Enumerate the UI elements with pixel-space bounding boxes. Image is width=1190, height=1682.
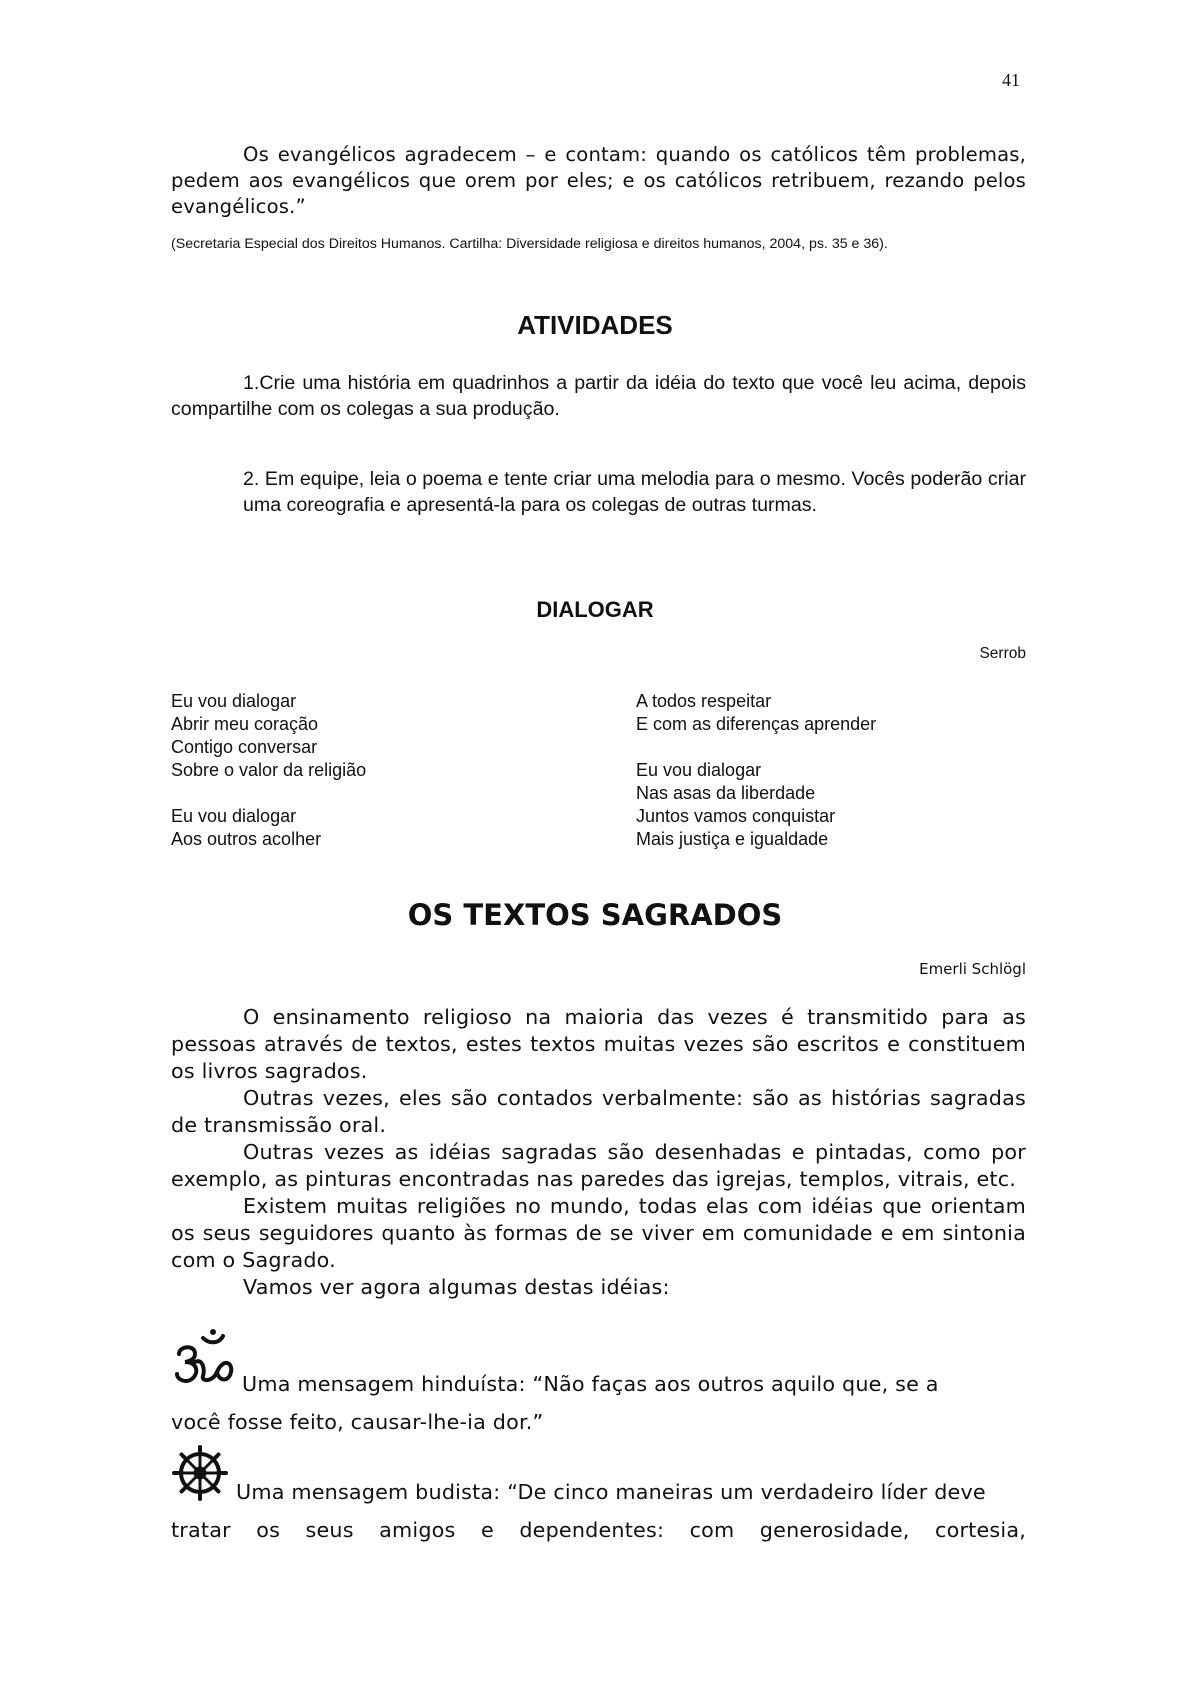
poem-line: Abrir meu coração — [171, 714, 319, 734]
poem-line: Juntos vamos conquistar — [636, 806, 836, 826]
activity-2-text: 2. Em equipe, leia o poema e tente criar uma melodia para o mesmo. Vocês poderão criar uma coreografia e apresentá-la para os colegas de outras turmas. — [243, 468, 1026, 516]
body-paragraph: Outras vezes as idéias sagradas são desenhadas e pintadas, como por exemplo, as pinturas encontradas nas paredes das igrejas, templos, vitrais, etc. — [171, 1140, 1026, 1191]
body-paragraph: O ensinamento religioso na maioria das vezes é transmitido para as pessoas através de textos, estes textos muitas vezes são escritos e constituem os livros sagrados. — [171, 1005, 1026, 1083]
om-icon — [173, 1328, 235, 1388]
poem-stanza — [171, 805, 601, 851]
poem-stanza — [171, 690, 601, 782]
intro-paragraph — [171, 142, 1026, 220]
poem-line: Sobre o valor da religião — [171, 760, 367, 780]
sacred-texts-heading: OS TEXTOS SAGRADOS — [407, 898, 783, 932]
poem-line: A todos respeitar — [636, 691, 772, 711]
body-paragraph: Existem muitas religiões no mundo, todas elas com idéias que orientam os seus seguidores quanto às formas de se viver em comunidade e em sintonia com o Sagrado. — [171, 1194, 1026, 1272]
sacred-texts-author: Emerli Schlögl — [919, 960, 1026, 978]
poem-author: Serrob — [979, 645, 1026, 662]
intro-text: Os evangélicos agradecem – e contam: quando os católicos têm problemas, pedem aos evangélicos que orem por eles; e os católicos retribuem, rezando pelos evangélicos.” — [171, 143, 1026, 218]
buddhist-message-line-2: tratar os seus amigos e dependentes: com generosidade, cortesia, — [171, 1518, 1026, 1542]
activity-1-text: 1.Crie uma história em quadrinhos a partir da idéia do texto que você leu acima, depois compartilhe com os colegas a sua produção. — [171, 372, 1026, 420]
poem-line: Mais justiça e igualdade — [636, 829, 829, 849]
buddhist-message-line-1: Uma mensagem budista: “De cinco maneiras um verdadeiro líder deve — [236, 1480, 986, 1504]
poem-line: Eu vou dialogar — [636, 760, 762, 780]
body-paragraph: Outras vezes, eles são contados verbalmente: são as histórias sagradas de transmissão oral. — [171, 1086, 1026, 1137]
poem-line: E com as diferenças aprender — [636, 714, 877, 734]
poem-line: Nas asas da liberdade — [636, 783, 816, 803]
poem-line: Eu vou dialogar — [171, 806, 297, 826]
poem-title: DIALOGAR — [536, 597, 654, 622]
sacred-texts-body — [171, 1004, 1026, 1301]
activity-2 — [243, 466, 1026, 518]
activity-1 — [171, 370, 1026, 422]
body-paragraph: Vamos ver agora algumas destas idéias: — [243, 1275, 670, 1299]
activities-heading: ATIVIDADES — [517, 310, 673, 340]
poem-line: Aos outros acolher — [171, 829, 322, 849]
citation: (Secretaria Especial dos Direitos Humanos. Cartilha: Diversidade religiosa e direitos humanos, 2004, ps. 35 e 36). — [171, 236, 888, 252]
poem-line: Contigo conversar — [171, 737, 318, 757]
poem-right-column — [636, 690, 1056, 874]
page-number: 41 — [1002, 70, 1020, 90]
poem-line: Eu vou dialogar — [171, 691, 297, 711]
hindu-message-line-2: você fosse feito, causar-lhe-ia dor.” — [171, 1410, 544, 1434]
hindu-message-line-1: Uma mensagem hinduísta: “Não faças aos outros aquilo que, se a — [242, 1372, 939, 1396]
poem-stanza — [636, 759, 1056, 851]
dharma-wheel-icon — [171, 1444, 229, 1502]
poem-left-column — [171, 690, 601, 874]
poem-stanza — [636, 690, 1056, 736]
